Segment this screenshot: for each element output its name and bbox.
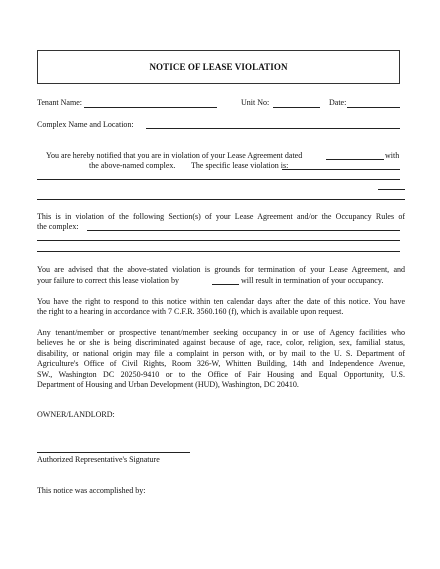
sections-field-3[interactable]	[37, 251, 400, 252]
notice-text-2: the above-named complex.	[89, 161, 176, 170]
sections-field-2[interactable]	[37, 240, 400, 241]
right-text-2: the right to a hearing in accordance with 7 C.F.R. 3560.160 (f), which is available upon request.	[37, 307, 344, 316]
discrimination-line: Agriculture's Office of Civil Rights, Room 326-W, Whitten Building, 14th and Independence Avenue,	[37, 359, 405, 368]
sections-field-1[interactable]	[87, 230, 400, 231]
advised-text-2a: your failure to correct this lease violation by	[37, 276, 179, 285]
notice-text-with: with	[385, 151, 400, 160]
discrimination-line: Department of Housing and Urban Development (HUD), Washington, DC 20410.	[37, 380, 299, 389]
complex-label: Complex Name and Location:	[37, 120, 134, 129]
date-label: Date:	[329, 98, 347, 107]
advised-text-1: You are advised that the above-stated violation is grounds for termination of your Lease Agreement, and	[37, 265, 405, 274]
title-box	[37, 50, 400, 84]
date-field[interactable]	[347, 107, 400, 108]
signature-field[interactable]	[37, 452, 190, 453]
tenant-name-label: Tenant Name:	[37, 98, 82, 107]
violation-text-2: the complex:	[37, 222, 79, 231]
notice-text-1: You are hereby notified that you are in violation of your Lease Agreement dated	[46, 151, 303, 160]
owner-label: OWNER/LANDLORD:	[37, 410, 115, 419]
complex-field[interactable]	[146, 128, 400, 129]
violation-text-1: This is in violation of the following Section(s) of your Lease Agreement and/or the Occupancy Rules of	[37, 212, 405, 221]
discrimination-line: believes he or she is being discriminated against because of age, race, color, religion, sex, familial status,	[37, 338, 405, 347]
violation-field-2[interactable]	[37, 179, 400, 180]
unit-no-field[interactable]	[273, 107, 320, 108]
accomplished-label: This notice was accomplished by:	[37, 486, 146, 495]
advised-text-2b: will result in termination of your occupancy.	[241, 276, 384, 285]
violation-field-4[interactable]	[37, 199, 405, 200]
page-title: NOTICE OF LEASE VIOLATION	[149, 62, 288, 72]
unit-no-label: Unit No:	[241, 98, 270, 107]
discrimination-line: Any tenant/member or prospective tenant/member seeking occupancy in or use of Agency facilities who	[37, 328, 405, 337]
right-text-1: You have the right to respond to this notice within ten calendar days after the date of this notice. You have	[37, 297, 405, 306]
signature-label: Authorized Representative's Signature	[37, 455, 160, 464]
discrimination-line: disability, or national origin may file a complaint in person with, or by mail to the U. S. Department of	[37, 349, 405, 358]
tenant-name-field[interactable]	[84, 107, 217, 108]
violation-field-3[interactable]	[378, 189, 405, 190]
discrimination-line: SW., Washington DC 20250-9410 or to the Office of Fair Housing and Equal Opportunity, U.S.	[37, 370, 405, 379]
correction-date-field[interactable]	[212, 284, 239, 285]
lease-date-field[interactable]	[326, 159, 384, 160]
notice-text-3: The specific lease violation is:	[191, 161, 289, 170]
violation-field-1[interactable]	[282, 169, 400, 170]
